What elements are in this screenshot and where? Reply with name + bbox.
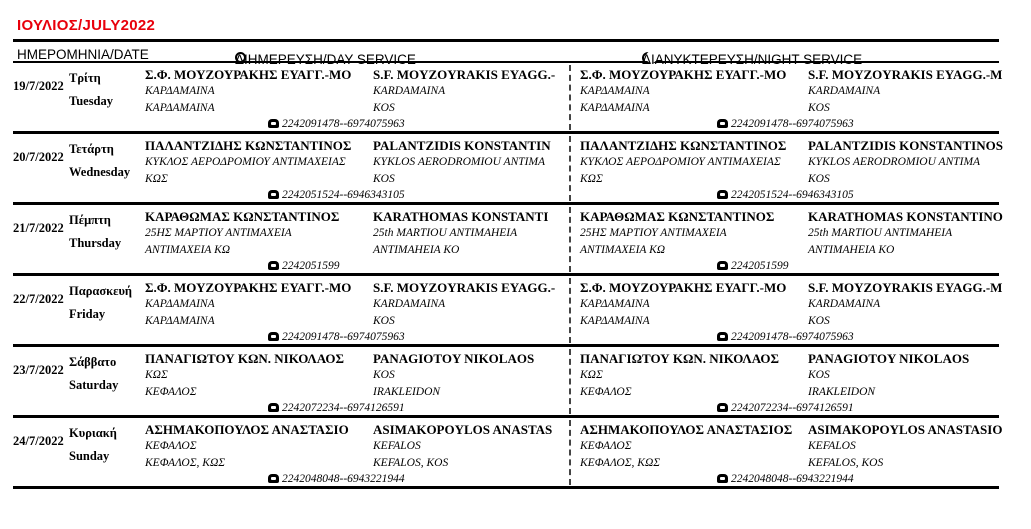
pharmacy-name-en: KARATHOMAS KONSTANTI <box>373 209 549 224</box>
address-line-1-en: KARDAMAINA <box>373 85 446 97</box>
address-line-1-gr: ΚΑΡΔΑΜΑΙΝΑ <box>580 85 650 97</box>
pharmacy-name-gr: Σ.Φ. ΜΟΥΖΟΥΡΑΚΗΣ ΕΥΑΓΓ.-ΜΟ <box>580 67 787 82</box>
phone-number <box>717 260 789 272</box>
address-line-2-en: KOS <box>373 173 395 185</box>
table-row <box>13 418 1003 489</box>
pharmacy-name-en: PANAGIOTOY NIKOLAOS <box>808 351 970 366</box>
address-line-1-gr: ΚΥΚΛΟΣ ΑΕΡΟΔΡΟΜΙΟΥ ΑΝΤΙΜΑΧΕΙΑΣ <box>145 156 346 168</box>
pharmacy-en <box>373 351 534 401</box>
address-line-2-en: KOS <box>808 102 830 114</box>
row-date: 22/7/2022 <box>13 292 64 306</box>
row-date: 20/7/2022 <box>13 150 64 164</box>
pharmacy-name-gr: ΑΣΗΜΑΚΟΠΟΥΛΟΣ ΑΝΑΣΤΑΣΙΟ <box>145 422 349 437</box>
service-divider <box>569 420 571 485</box>
pharmacy-gr <box>145 280 351 330</box>
table-row <box>13 205 1003 276</box>
weekday-gr: Κυριακή <box>69 426 117 440</box>
phone-icon <box>268 403 279 412</box>
phone-number <box>268 473 405 485</box>
address-line-2-gr: ΚΑΡΔΑΜΑΙΝΑ <box>145 315 215 327</box>
address-line-2-gr: ΚΩΣ <box>145 173 168 185</box>
row-weekday <box>69 280 132 326</box>
row-date: 23/7/2022 <box>13 363 64 377</box>
pharmacy-name-gr: Σ.Φ. ΜΟΥΖΟΥΡΑΚΗΣ ΕΥΑΓΓ.-ΜΟ <box>580 280 787 295</box>
address-line-1-gr: ΚΩΣ <box>145 369 168 381</box>
address-line-2-gr: ΚΑΡΔΑΜΑΙΝΑ <box>580 102 650 114</box>
address-line-1-gr: 25ΗΣ ΜΑΡΤΙΟΥ ΑΝΤΙΜΑΧΕΙΑ <box>145 227 292 239</box>
phone-text: 2242072234--6974126591 <box>282 402 405 414</box>
phone-icon <box>717 332 728 341</box>
pharmacy-en <box>373 422 552 472</box>
pharmacy-en <box>808 280 1002 330</box>
address-line-2-gr: ΚΕΦΑΛΟΣ, ΚΩΣ <box>580 457 661 469</box>
table-row <box>13 134 1003 205</box>
header-night-label: ΔΙΑΝΥΚΤΕΡΕΥΣΗ/NIGHT SERVICE <box>642 52 863 67</box>
table-row <box>13 276 1003 347</box>
phone-number <box>268 118 405 130</box>
address-line-2-en: IRAKLEIDON <box>808 386 876 398</box>
phone-icon <box>717 403 728 412</box>
pharmacy-en <box>808 67 1002 117</box>
pharmacy-gr <box>580 209 774 259</box>
weekday-en: Friday <box>69 307 106 321</box>
row-date: 19/7/2022 <box>13 79 64 93</box>
phone-number <box>268 260 340 272</box>
address-line-2-en: KOS <box>373 102 395 114</box>
pharmacy-en <box>808 209 1003 259</box>
pharmacy-gr <box>580 138 786 188</box>
pharmacy-name-en: S.F. MOYZOYRAKIS EYAGG.- <box>373 280 556 295</box>
row-date: 24/7/2022 <box>13 434 64 448</box>
row-weekday <box>69 209 121 255</box>
address-line-2-en: KOS <box>808 173 830 185</box>
address-line-1-en: 25th MARTIOU ANTIMAHEIA <box>808 227 953 239</box>
pharmacy-gr <box>580 280 786 330</box>
weekday-en: Sunday <box>69 449 110 463</box>
pharmacy-name-en: S.F. MOYZOYRAKIS EYAGG.-M <box>808 67 1003 82</box>
address-line-2-gr: ΑΝΤΙΜΑΧΕΙΑ ΚΩ <box>145 244 231 256</box>
weekday-gr: Τετάρτη <box>69 142 114 156</box>
pharmacy-en <box>373 138 551 188</box>
address-line-2-gr: ΑΝΤΙΜΑΧΕΙΑ ΚΩ <box>580 244 666 256</box>
pharmacy-name-en: KARATHOMAS KONSTANTINO <box>808 209 1003 224</box>
page-title: ΙΟΥΛΙΟΣ/JULY2022 <box>17 17 156 34</box>
phone-number <box>268 331 405 343</box>
row-date: 21/7/2022 <box>13 221 64 235</box>
pharmacy-name-en: PANAGIOTOY NIKOLAOS <box>373 351 535 366</box>
pharmacy-en <box>808 422 1002 472</box>
address-line-2-gr: ΚΑΡΔΑΜΑΙΝΑ <box>145 102 215 114</box>
pharmacy-name-gr: Σ.Φ. ΜΟΥΖΟΥΡΑΚΗΣ ΕΥΑΓΓ.-ΜΟ <box>145 280 352 295</box>
address-line-1-gr: ΚΑΡΔΑΜΑΙΝΑ <box>580 298 650 310</box>
phone-text: 2242091478--6974075963 <box>282 118 405 130</box>
address-line-1-en: KEFALOS <box>373 440 421 452</box>
pharmacy-gr <box>145 422 349 472</box>
address-line-1-en: KYKLOS AERODROMIOU ANTIMA <box>808 156 981 168</box>
phone-text: 2242051599 <box>282 260 340 272</box>
phone-text: 2242048048--6943221944 <box>731 473 854 485</box>
address-line-1-gr: ΚΥΚΛΟΣ ΑΕΡΟΔΡΟΜΙΟΥ ΑΝΤΙΜΑΧΕΙΑΣ <box>580 156 781 168</box>
address-line-2-en: KEFALOS, KOS <box>808 457 884 469</box>
phone-number <box>268 189 405 201</box>
pharmacy-en <box>808 351 969 401</box>
phone-icon <box>268 474 279 483</box>
address-line-1-en: KOS <box>808 369 830 381</box>
phone-text: 2242091478--6974075963 <box>731 118 854 130</box>
service-divider <box>569 349 571 414</box>
pharmacy-name-en: PALANTZIDIS KONSTANTINOS <box>808 138 1003 153</box>
address-line-1-gr: 25ΗΣ ΜΑΡΤΙΟΥ ΑΝΤΙΜΑΧΕΙΑ <box>580 227 727 239</box>
pharmacy-en <box>373 67 555 117</box>
service-divider <box>569 278 571 343</box>
address-line-1-gr: ΚΕΦΑΛΟΣ <box>145 440 197 452</box>
address-line-1-en: KARDAMAINA <box>808 298 881 310</box>
pharmacy-name-gr: ΠΑΛΑΝΤΖΙΔΗΣ ΚΩΝΣΤΑΝΤΙΝΟΣ <box>145 138 352 153</box>
address-line-2-en: KEFALOS, KOS <box>373 457 449 469</box>
pharmacy-name-gr: ΠΑΝΑΓΙΩΤΟΥ ΚΩΝ. ΝΙΚΟΛΑΟΣ <box>580 351 779 366</box>
pharmacy-en <box>373 280 555 330</box>
address-line-2-gr: ΚΑΡΔΑΜΑΙΝΑ <box>580 315 650 327</box>
weekday-en: Thursday <box>69 236 122 250</box>
address-line-1-gr: ΚΩΣ <box>580 369 603 381</box>
phone-text: 2242051524--6946343105 <box>731 189 854 201</box>
address-line-1-gr: ΚΑΡΔΑΜΑΙΝΑ <box>145 85 215 97</box>
header-day-label: ΔΙΗΜΕΡΕΥΣΗ/DAY SERVICE <box>235 52 416 67</box>
weekday-en: Wednesday <box>69 165 131 179</box>
phone-text: 2242072234--6974126591 <box>731 402 854 414</box>
address-line-2-gr: ΚΕΦΑΛΟΣ, ΚΩΣ <box>145 457 226 469</box>
phone-text: 2242048048--6943221944 <box>282 473 405 485</box>
pharmacy-gr <box>580 422 792 472</box>
phone-icon <box>268 261 279 270</box>
pharmacy-name-gr: Σ.Φ. ΜΟΥΖΟΥΡΑΚΗΣ ΕΥΑΓΓ.-ΜΟ <box>145 67 352 82</box>
phone-text: 2242051599 <box>731 260 789 272</box>
pharmacy-name-en: ASIMAKOPOYLOS ANASTAS <box>373 422 553 437</box>
pharmacy-gr <box>145 138 351 188</box>
phone-icon <box>268 332 279 341</box>
phone-icon <box>717 474 728 483</box>
address-line-1-en: KYKLOS AERODROMIOU ANTIMA <box>373 156 546 168</box>
row-weekday <box>69 351 118 397</box>
pharmacy-name-en: ASIMAKOPOYLOS ANASTASIO <box>808 422 1003 437</box>
pharmacy-en <box>808 138 1003 188</box>
phone-icon <box>268 119 279 128</box>
table-header <box>13 39 999 67</box>
weekday-en: Saturday <box>69 378 119 392</box>
address-line-2-en: KOS <box>808 315 830 327</box>
pharmacy-gr <box>145 67 351 117</box>
address-line-2-en: ANTIMAHEIA KO <box>808 244 895 256</box>
address-line-1-en: KARDAMAINA <box>373 298 446 310</box>
address-line-1-en: 25th MARTIOU ANTIMAHEIA <box>373 227 518 239</box>
table-row <box>13 347 999 418</box>
phone-number <box>717 118 854 130</box>
address-line-1-gr: ΚΑΡΔΑΜΑΙΝΑ <box>145 298 215 310</box>
row-weekday <box>69 67 113 113</box>
address-line-2-gr: ΚΩΣ <box>580 173 603 185</box>
service-divider <box>569 65 571 130</box>
row-weekday <box>69 422 117 468</box>
phone-number <box>268 402 405 414</box>
pharmacy-name-en: S.F. MOYZOYRAKIS EYAGG.-M <box>808 280 1003 295</box>
pharmacy-gr <box>145 351 344 401</box>
weekday-gr: Πέμπτη <box>69 213 111 227</box>
weekday-gr: Παρασκευή <box>69 284 133 298</box>
phone-text: 2242091478--6974075963 <box>731 331 854 343</box>
pharmacy-name-en: S.F. MOYZOYRAKIS EYAGG.- <box>373 67 556 82</box>
phone-number <box>717 189 854 201</box>
pharmacy-name-gr: ΚΑΡΑΘΩΜΑΣ ΚΩΝΣΤΑΝΤΙΝΟΣ <box>580 209 775 224</box>
phone-number <box>717 473 854 485</box>
weekday-en: Tuesday <box>69 94 114 108</box>
pharmacy-gr <box>145 209 339 259</box>
phone-icon <box>717 261 728 270</box>
pharmacy-name-gr: ΚΑΡΑΘΩΜΑΣ ΚΩΝΣΤΑΝΤΙΝΟΣ <box>145 209 340 224</box>
service-divider <box>569 207 571 272</box>
table-row <box>13 63 1003 134</box>
weekday-gr: Σάββατο <box>69 355 117 369</box>
address-line-2-en: KOS <box>373 315 395 327</box>
address-line-2-gr: ΚΕΦΑΛΟΣ <box>580 386 632 398</box>
phone-number <box>717 331 854 343</box>
phone-text: 2242051524--6946343105 <box>282 189 405 201</box>
address-line-2-en: ANTIMAHEIA KO <box>373 244 460 256</box>
schedule-table <box>13 63 1003 489</box>
pharmacy-name-gr: ΑΣΗΜΑΚΟΠΟΥΛΟΣ ΑΝΑΣΤΑΣΙΟΣ <box>580 422 793 437</box>
phone-icon <box>717 190 728 199</box>
row-weekday <box>69 138 130 184</box>
pharmacy-gr <box>580 351 779 401</box>
address-line-1-en: KARDAMAINA <box>808 85 881 97</box>
phone-text: 2242091478--6974075963 <box>282 331 405 343</box>
phone-icon <box>717 119 728 128</box>
address-line-1-en: KOS <box>373 369 395 381</box>
address-line-1-en: KEFALOS <box>808 440 856 452</box>
address-line-1-gr: ΚΕΦΑΛΟΣ <box>580 440 632 452</box>
pharmacy-en <box>373 209 548 259</box>
pharmacy-gr <box>580 67 786 117</box>
pharmacy-name-gr: ΠΑΛΑΝΤΖΙΔΗΣ ΚΩΝΣΤΑΝΤΙΝΟΣ <box>580 138 787 153</box>
pharmacy-name-en: PALANTZIDIS KONSTANTIN <box>373 138 551 153</box>
phone-number <box>717 402 854 414</box>
phone-icon <box>268 190 279 199</box>
pharmacy-name-gr: ΠΑΝΑΓΙΩΤΟΥ ΚΩΝ. ΝΙΚΟΛΑΟΣ <box>145 351 344 366</box>
address-line-2-en: IRAKLEIDON <box>373 386 441 398</box>
header-date-label: ΗΜΕΡΟΜΗΝΙΑ/DATE <box>17 47 149 62</box>
weekday-gr: Τρίτη <box>69 71 101 85</box>
service-divider <box>569 136 571 201</box>
address-line-2-gr: ΚΕΦΑΛΟΣ <box>145 386 197 398</box>
